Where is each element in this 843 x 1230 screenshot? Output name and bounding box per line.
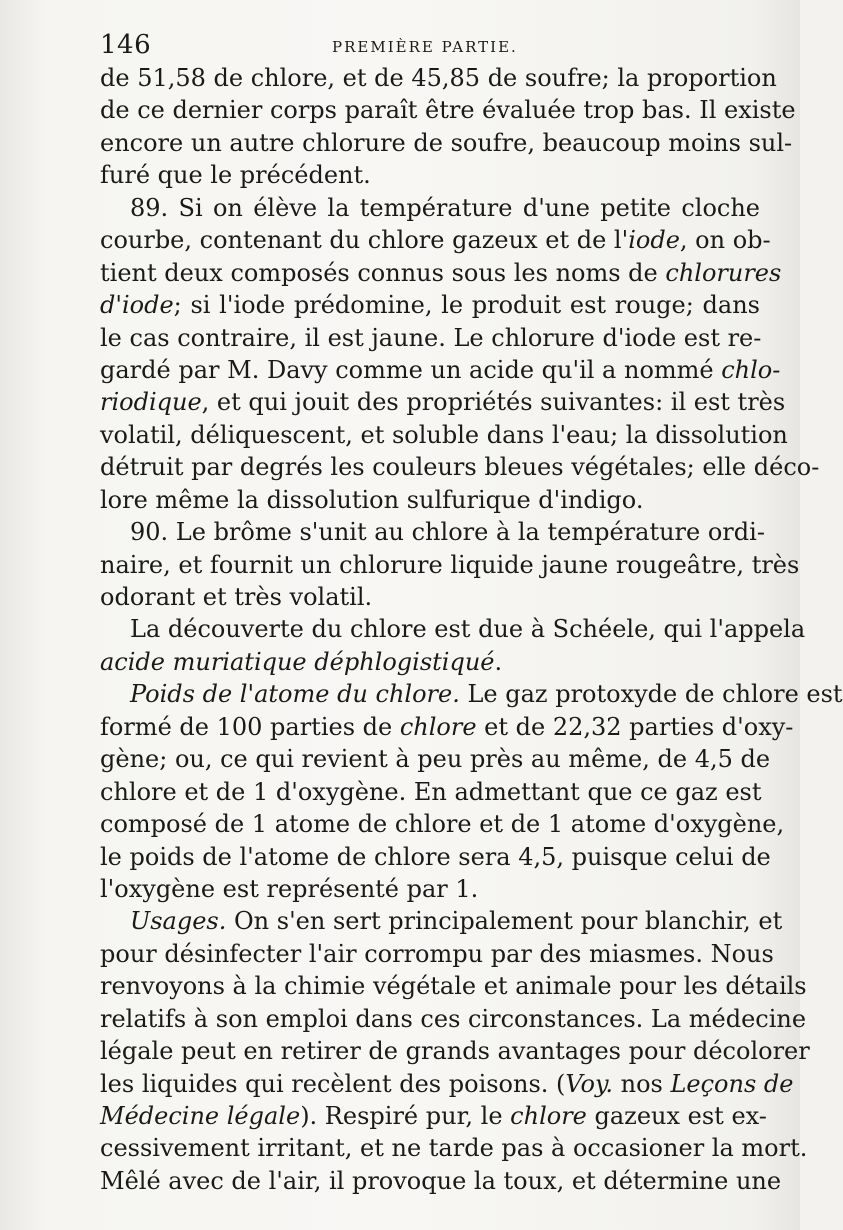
text-line <box>100 354 781 386</box>
text-line <box>100 192 760 224</box>
text-span: renvoyons à la chimie végétale et animale pour les détails <box>100 972 807 1001</box>
page-header <box>100 26 670 66</box>
text-span: tient deux composés connus sous les noms de <box>100 258 666 287</box>
text-line <box>100 711 794 743</box>
text-span: On s'en sert principalement pour blanchir, et <box>226 907 783 936</box>
text-span: l'oxygène est représenté par 1. <box>100 874 479 903</box>
text-span: cessivement irritant, et ne tarde pas à occasioner la mort. <box>100 1134 808 1163</box>
text-line <box>100 938 774 970</box>
text-span: 90. Le brôme s'unit au chlore à la température ordi- <box>130 518 765 547</box>
text-span: ). Respiré pur, le <box>300 1102 511 1130</box>
italic-span: chlo- <box>721 355 781 384</box>
italic-span: acide muriatique déphlogistiqué <box>100 647 495 676</box>
text-span: gardé par M. Davy comme un acide qu'il a nommé <box>100 355 722 384</box>
text-span: Le gaz protoxyde de chlore est <box>459 680 843 709</box>
text-span: relatifs à son emploi dans ces circonstances. La médecine <box>100 1004 807 1033</box>
page-number: 146 <box>100 30 152 60</box>
text-span: naire, et fournit un chlorure liquide jaune rougeâtre, très <box>100 550 800 579</box>
text-line <box>100 581 760 613</box>
text-line <box>100 1003 807 1035</box>
italic-span: Poids de l'atome du chlore. <box>130 680 460 709</box>
text-line <box>100 419 788 451</box>
text-span: courbe, contenant du chlore gazeux et de l' <box>100 226 629 255</box>
text-span: les liquides qui recèlent des poisons. ( <box>100 1069 566 1098</box>
text-line <box>100 646 760 678</box>
text-span: gazeux est ex- <box>586 1102 767 1130</box>
text-span: odorant et très volatil. <box>100 583 373 611</box>
text-span: le poids de l'atome de chlore sera 4,5, puisque celui de <box>100 842 771 871</box>
text-span: , on ob- <box>679 226 771 255</box>
italic-span: Médecine légale <box>100 1102 301 1130</box>
text-line <box>100 1100 767 1132</box>
text-span: . <box>494 647 503 676</box>
italic-span: Usages. <box>130 907 227 936</box>
text-span: furé que le précédent. <box>100 161 371 190</box>
text-line <box>100 1132 808 1164</box>
text-line <box>100 743 771 775</box>
text-line <box>100 289 760 321</box>
italic-span: Leçons de <box>670 1069 794 1098</box>
text-span: de 51,58 de chlore, et de 45,85 de soufre; la proportion <box>100 64 777 92</box>
text-line <box>100 613 806 645</box>
text-line <box>100 322 760 354</box>
text-span: de ce dernier corps paraît être évaluée trop bas. Il existe <box>100 96 796 125</box>
text-span: volatil, déliquescent, et soluble dans l'eau; la dissolution <box>100 420 788 449</box>
text-line <box>100 224 771 256</box>
text-span: gène; ou, ce qui revient à peu près au même, de 4,5 de <box>100 745 771 774</box>
text-line <box>100 808 785 840</box>
text-line <box>100 386 786 418</box>
italic-span: riodique <box>100 388 202 417</box>
italic-span: d'iode <box>100 291 174 320</box>
text-span: chlore et de 1 d'oxygène. En admettant que ce gaz est <box>100 777 762 806</box>
italic-span: Voy. <box>565 1069 613 1098</box>
text-span: et de 22,32 parties d'oxy- <box>476 712 794 741</box>
italic-span: chlorures <box>665 258 782 287</box>
text-line <box>100 970 807 1002</box>
text-line <box>100 1068 794 1100</box>
text-line <box>100 516 765 548</box>
text-span: Mêlé avec de l'air, il provoque la toux, et détermine une <box>100 1166 782 1195</box>
text-line <box>100 62 777 94</box>
text-span: pour désinfecter l'air corrompu par des miasmes. Nous <box>100 939 774 968</box>
text-span: légale peut en retirer de grands avantages pour décolorer <box>100 1037 810 1066</box>
text-line <box>100 841 771 873</box>
body-text <box>100 62 843 1197</box>
text-span: nos <box>612 1069 671 1098</box>
text-span: La découverte du chlore est due à Schéele, qui l'appela <box>130 615 806 644</box>
text-span: détruit par degrés les couleurs bleues végétales; elle déco- <box>100 453 820 482</box>
text-span: 89. Si on élève la température d'une petite cloche <box>130 193 760 222</box>
text-span: composé de 1 atome de chlore et de 1 atome d'oxygène, <box>100 810 785 839</box>
running-head: PREMIÈRE PARTIE. <box>332 38 518 56</box>
text-line <box>100 1035 810 1067</box>
text-line <box>100 678 843 710</box>
text-span: formé de 100 parties de <box>100 712 400 741</box>
text-line <box>100 1165 782 1197</box>
text-line <box>100 549 800 581</box>
text-line <box>100 873 760 905</box>
text-line <box>100 905 783 937</box>
italic-span: chlore <box>510 1102 587 1130</box>
text-span: encore un autre chlorure de soufre, beaucoup moins sul- <box>100 128 793 157</box>
text-line <box>100 257 782 289</box>
italic-span: chlore <box>399 712 477 741</box>
text-span: , et qui jouit des propriétés suivantes: il est très <box>201 388 786 417</box>
text-span: le cas contraire, il est jaune. Le chlorure d'iode est re- <box>100 323 762 352</box>
text-line <box>100 776 760 808</box>
text-line <box>100 159 760 191</box>
text-line <box>100 484 760 516</box>
text-line <box>100 94 796 126</box>
text-line <box>100 451 820 483</box>
italic-span: iode <box>628 226 680 255</box>
text-span: lore même la dissolution sulfurique d'indigo. <box>100 485 644 514</box>
text-line <box>100 127 793 159</box>
text-span: ; si l'iode prédomine, le produit est rouge; dans <box>173 291 760 320</box>
